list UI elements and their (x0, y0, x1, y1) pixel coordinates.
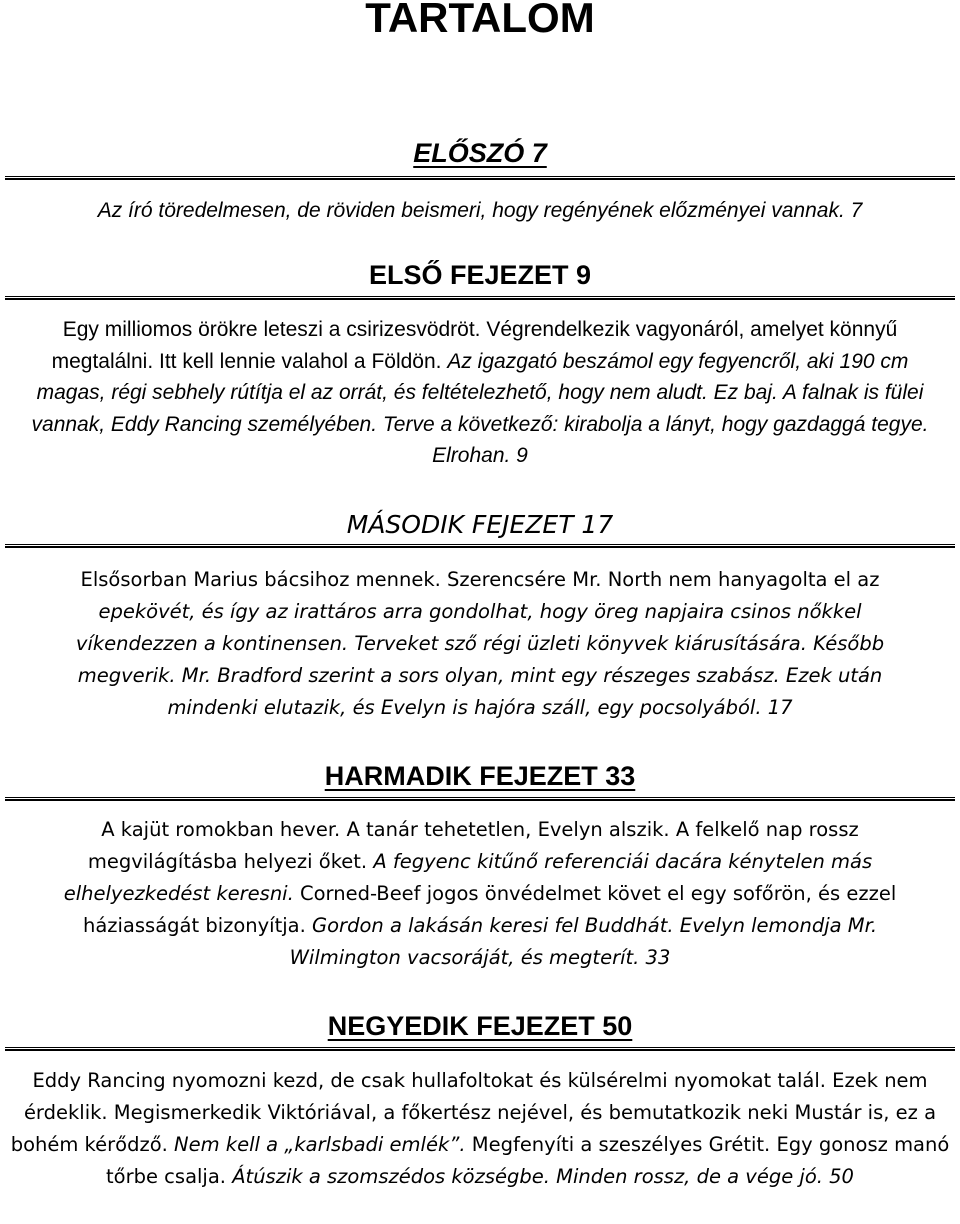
divider (5, 1047, 955, 1051)
chapter-preface (0, 136, 960, 170)
chapter-4 (0, 1009, 960, 1043)
chapter-2 (0, 508, 960, 542)
summary-part: Egy milliomos örökre leteszi a csirizesvödröt. Végrendelkezik vagyonáról, amelyet könnyű megtalálni. Itt kell lennie valahol a Földön. (51, 318, 898, 373)
summary-part: Elsősorban Marius bácsihoz mennek. Szerencsére Mr. North nem hanyagolta el az (80, 568, 880, 591)
summary-part: Eddy Rancing nyomozni kezd, de csak hullafoltokat és külsérelmi nyomokat talál. Ezek nem érdeklik. Megismerkedik Viktóriával, a főkertész nejével, és bemutatkozik neki (23, 1069, 928, 1124)
summary-part: epekövét, és így az irattáros arra gondolhat, hogy öreg napjaira csinos nőkkel víkendezzen a kontinensen. Terveket sző régi üzleti könyvek kiárusítására. Később megverik. Mr. Bradford szerint a sors olyan, mint egy részeges szabász. Ezek után mindenki elutazik, és Evelyn is hajóra száll, egy pocsolyából. 17 (75, 600, 885, 719)
summary-part: Gordon a lakásán keresi fel Buddhát. Evelyn lemondja Mr. Wilmington vacsoráját, és megterít. 33 (289, 914, 878, 969)
summary-part: A felkelő nap rossz megvilágításba helyezi őket. (87, 818, 859, 873)
summary-part: Corned-Beef jogos önvédelmet követ el egy sofőrön, és ezzel háziasságát bizonyítja. (82, 882, 897, 937)
summary-part: Nem kell a „karlsbadi emlék”. (174, 1133, 472, 1156)
summary-part: A kajüt romokban hever. A tanár tehetetlen, Evelyn alszik. (101, 818, 676, 841)
summary-part: Megfenyíti a szeszélyes Grétit. Egy gonosz manó tőrbe csalja. (106, 1133, 950, 1188)
summary-part: Átúszik a szomszédos községbe. Minden rossz, de a vége jó. 50 (232, 1165, 854, 1188)
summary-part: A fegyenc kitűnő referenciái dacára kénytelen más elhelyezkedést keresni. (63, 850, 873, 905)
divider (5, 296, 955, 300)
summary-part: Az igazgató beszámol egy fegyencről, aki 190 cm magas, régi sebhely rútítja el az orrát, és feltételezhető, hogy nem aludt. Ez baj. A falnak is fülei vannak, Eddy Rancing személyében. Terve a következő: kirabolja a lányt, hogy gazdaggá tegye. Elrohan. 9 (31, 349, 929, 467)
summary-part: Mustár is, ez a bohém kérődző. (10, 1101, 937, 1156)
chapter-heading: NEGYEDIK FEJEZET 50 (327, 1011, 633, 1041)
chapter-summary (10, 1065, 950, 1193)
chapter-heading: ELSŐ FEJEZET 9 (368, 260, 592, 290)
divider (5, 544, 955, 548)
divider (5, 797, 955, 801)
chapter-summary: Az író töredelmesen, de röviden beismeri, hogy regényének előzményei vannak. 7 (97, 199, 863, 222)
chapter-summary (30, 814, 930, 974)
chapter-heading: MÁSODIK FEJEZET 17 (346, 510, 614, 539)
chapter-3 (0, 759, 960, 793)
chapter-summary (30, 314, 930, 472)
chapter-heading: ELŐSZÓ 7 (413, 138, 547, 168)
divider (5, 176, 955, 180)
page-title: TARTALOM (365, 0, 595, 41)
chapter-heading: HARMADIK FEJEZET 33 (324, 761, 636, 791)
chapter-1 (0, 258, 960, 292)
chapter-summary (40, 564, 920, 724)
